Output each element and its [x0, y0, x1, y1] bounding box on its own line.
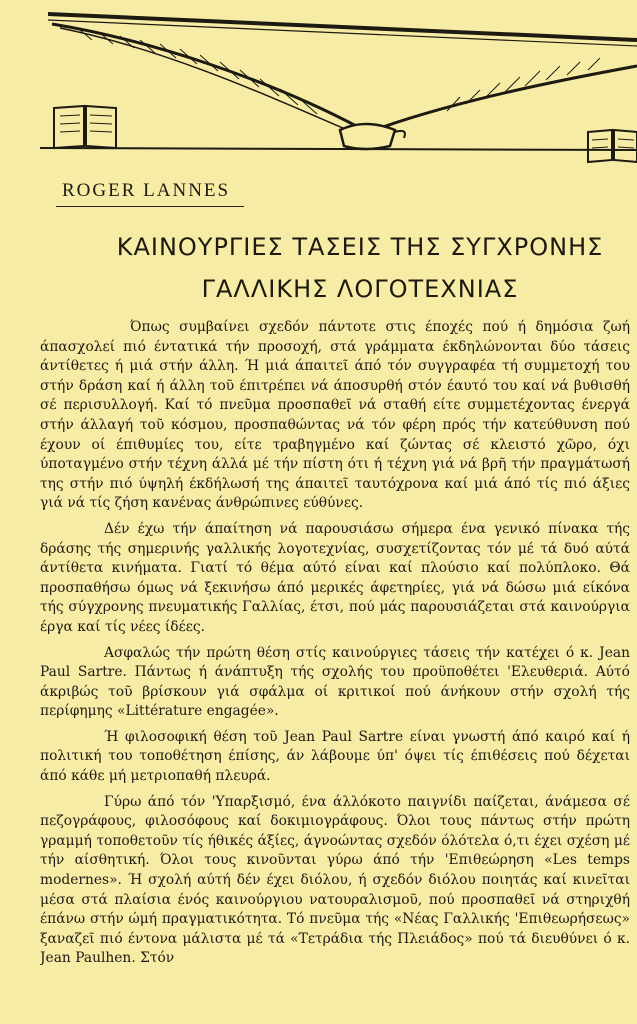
article-title	[100, 226, 620, 310]
paragraph-2: Δέν έχω τήν άπαίτηση νά παρουσιάσω σήμερα ένα γενικό πίνακα τής δράσης τής σημερινής γαλλικής λογοτεχνίας, συσχετίζοντας τόν μέ τά δυό αύτά άντίθετα κινήματα. Γιατί τό θέμα αύτό είναι καί πλούσιο καί πολύπλοκο. Θά προσπαθήσω όμως νά ξεκινήσω άπό μερικές άφετηρίες, γιά νά δώσω μιά είκόνα τής σύγχρονης πνευματικής Γαλλίας, έτσι, πού μάς παρουσιάζεται στά καινούργια έργα καί τίς νέες ίδέες.	[40, 520, 630, 635]
paragraph-1: Όπως συμβαίνει σχεδόν πάντοτε στις έποχές πού ή δημόσια ζωή άπασχολεί πιό έντατικά τήν προσοχή, στά γράμματα έκδηλώνονται δύο τάσεις άντίθετες ή μιά στήν άλλη. Ή μιά άπαιτεῖ άπό τόν συγγραφέα τή συμμετοχή του στήν δράση καί ή άλλη τοῦ έπιτρέπει νά άποσυρθή στόν έαυτό του καί νά βυθισθή σέ περισυλλογή. Καί τό πνεῦμα προσπαθεῖ νά σταθή είτε συμμετέχοντας ένεργά στήν άλλαγή τοῦ κόσμου, προσπαθώντας νά τόν φέρη πρός τήν κατεύθυνση πού έχουν οί έπιθυμίες του, είτε τραβηγμένο καί ζώντας σέ κλειστό χῶρο, όχι ύποταγμένο στήν τέχνη άλλά μέ τήν πίστη ότι ή τέχνη γιά νά βρῆ τήν πραγμάτωσή της στήν πιό ύψηλή έκδήλωσή της άπαιτεῖ ταυτόχρονα καί μιά άπό τίς πιό άξιες γιά νά τίς ζήση κανένας άνθρώπινες εύθύνες.	[40, 319, 630, 512]
paragraph-3: Ασφαλώς τήν πρώτη θέση στίς καινούργιες τάσεις τήν κατέχει ό κ. Jean Paul Sartre. Πάντως ή άνάπτυξη τής σχολής του προϋποθέτει 'Ελευθεριά. Αύτό άκριβώς τοῦ βρίσκουν γιά σφάλμα οί κριτικοί πού άνήκουν στήν σχολή τής περίφημης «Littérature engagée».	[40, 644, 630, 720]
author-underline	[56, 206, 244, 207]
article-title-line-1: ΚΑΙΝΟΥΡΓΙΕΣ ΤΑΣΕΙΣ ΤΗΣ ΣΥΓΧΡΟΝΗΣ	[116, 233, 604, 261]
article-title-line-2: ΓΑΛΛΙΚΗΣ ΛΟΓΟΤΕΧΝΙΑΣ	[201, 275, 519, 303]
article-body	[40, 318, 630, 1024]
paragraph-5: Γύρω άπό τόν 'Υπαρξισμό, ένα άλλόκοτο παιγνίδι παίζεται, άνάμεσα σέ πεζογράφους, φιλοσόφους καί δοκιμιογράφους. Όλοι τους πάντως στήν πρώτη γραμμή τοποθετοῦν τίς ήθικές άξίες, άγνοώντας σχεδόν όλότελα ό,τι έχει σχέση μέ τήν αίσθητική. Όλοι τους κινοῦνται γύρω άπό τήν 'Επιθεώρηση «Les temps modernes». Ή σχολή αύτή δέν έχει διόλου, ή σχεδόν διόλου ποιητάς καί κινεῖται μέσα στά πλαίσια ένός καινούργιου νατουραλισμοῦ, πού προσπαθεῖ νά στηριχθή έπάνω στήν ώμή πραγματικότητα. Τό πνεῦμα τής «Νέας Γαλλικής 'Επιθεωρήσεως» ξαναζεῖ πιό έντονα μάλιστα μέ τά «Τετράδια τής Πλειάδος» πού τά διευθύνει ό κ. Jean Paulhen. Στόν	[40, 793, 630, 967]
header-illustration	[0, 0, 637, 170]
author-name: ROGER LANNES	[62, 180, 231, 201]
paragraph-4: Ή φιλοσοφική θέση τοῦ Jean Paul Sartre είναι γνωστή άπό καιρό καί ή πολιτική του τοποθέτηση έπίσης, άν λάβουμε ύπ' όψει τίς έπιθέσεις πού δέχεται άπό κάθε μή μετριοπαθή πλευρά.	[40, 728, 630, 785]
